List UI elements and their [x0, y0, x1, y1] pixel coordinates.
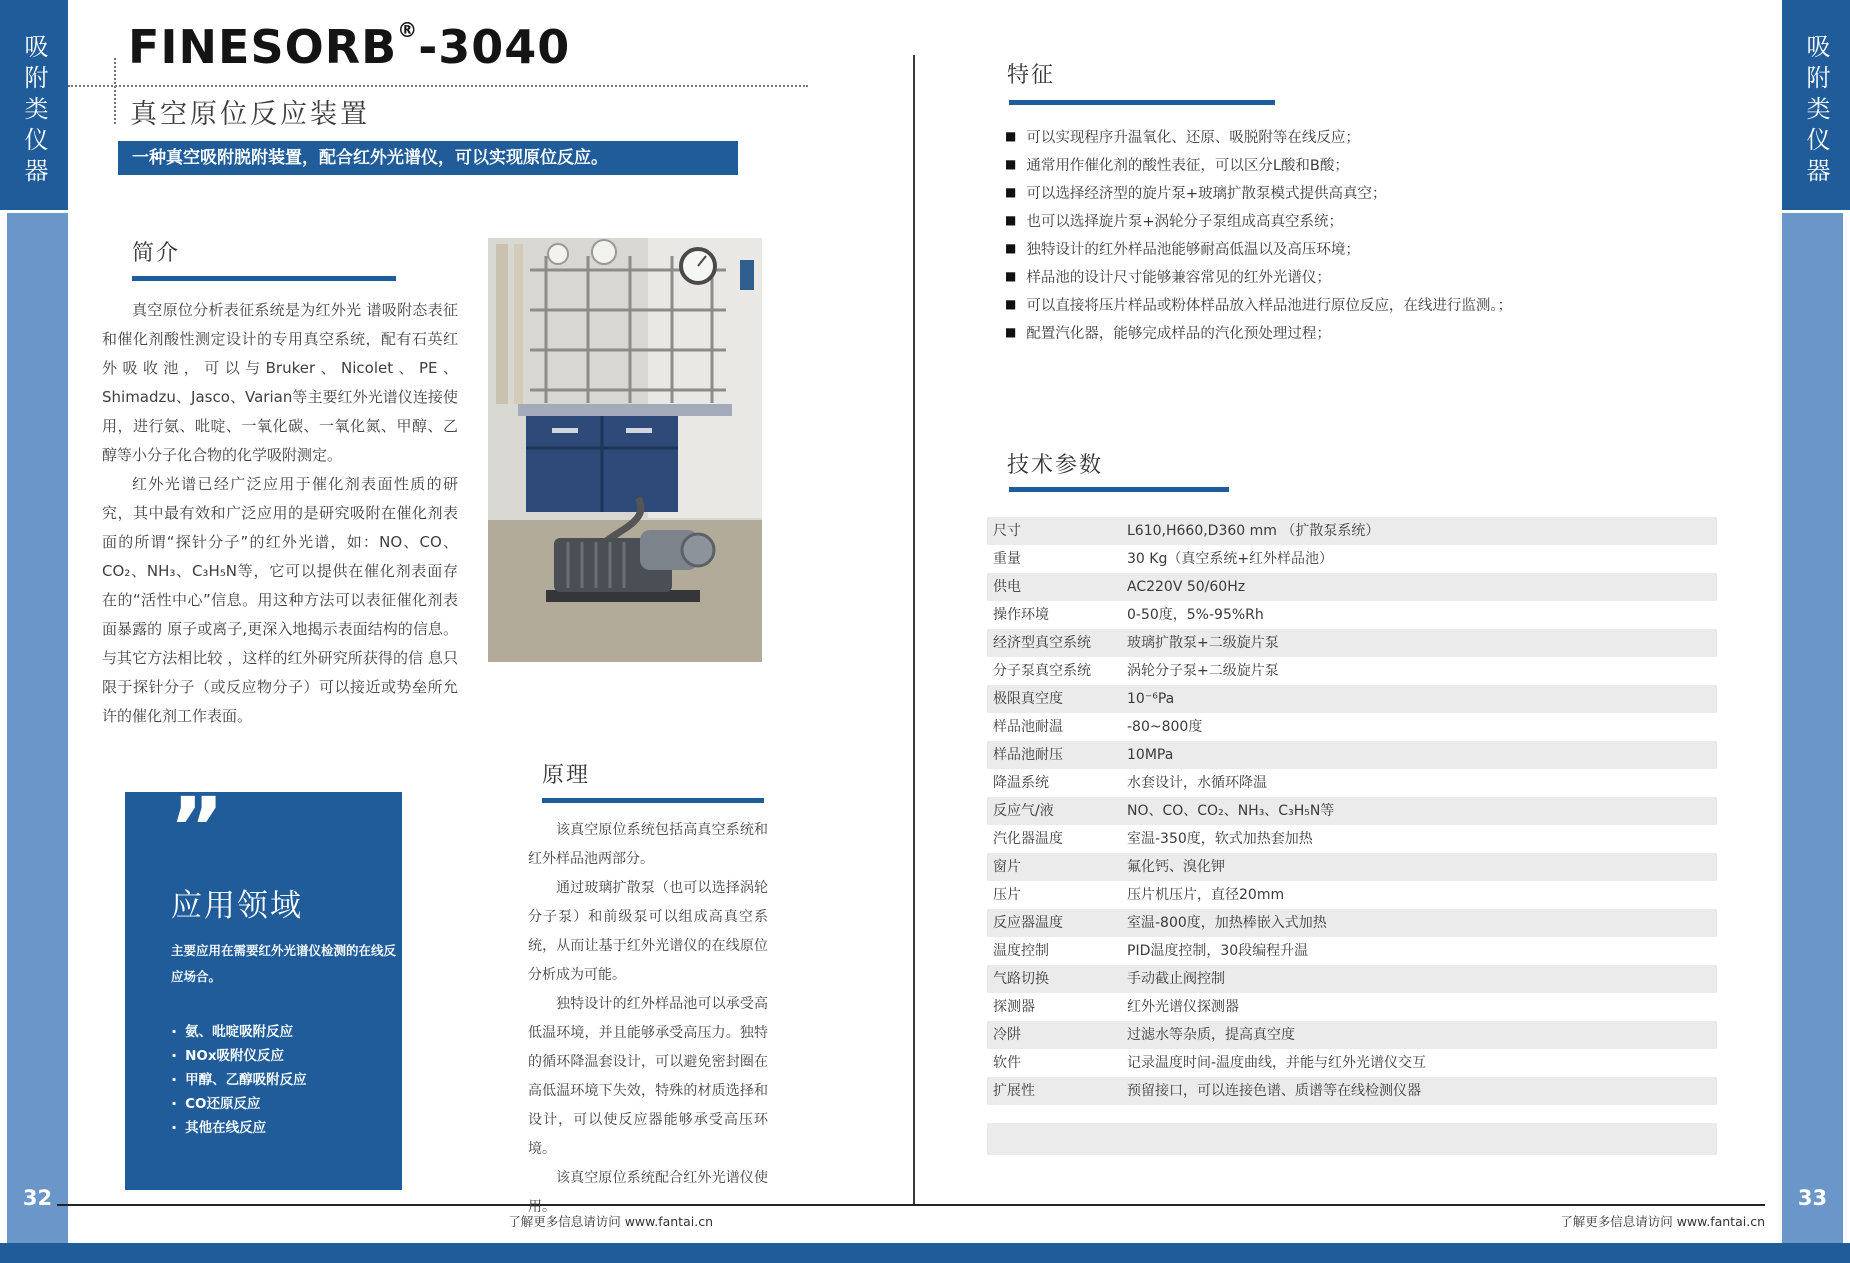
param-label: 扩展性	[993, 1083, 1035, 1099]
param-row	[987, 881, 1717, 909]
dot-bullet-icon: ·	[171, 1022, 178, 1041]
param-value: -80~800度	[1127, 719, 1203, 735]
right-sidebar-category-label: 吸附类仪器	[1802, 34, 1830, 189]
principle-paragraph: 独特设计的红外样品池可以承受高低温环境，并且能够承受高压力。独特的循环降温套设计，可以避免密封圈在高低温环境下失效，特殊的材质选择和设计，可以使反应器能够承受高压环境。	[528, 996, 768, 1157]
application-item	[171, 1020, 307, 1044]
param-row	[987, 769, 1717, 797]
bottom-color-bar	[0, 1243, 1850, 1263]
param-row	[987, 545, 1717, 573]
right-footer-text: 了解更多信息请访问 www.fantai.cn	[1560, 1214, 1765, 1229]
param-row	[987, 1077, 1717, 1105]
param-label: 压片	[993, 887, 1021, 903]
bullet-square-icon: ■	[1005, 129, 1017, 143]
intro-section-heading: 简介	[132, 241, 181, 266]
param-value: 氟化钙、溴化钾	[1127, 859, 1225, 875]
product-subtitle: 真空原位反应装置	[130, 99, 370, 130]
principle-paragraph: 通过玻璃扩散泵（也可以选择涡轮分子泵）和前级泵可以组成高真空系统，从而让基于红外光谱仪的在线原位分析成为可能。	[528, 880, 768, 983]
left-sidebar-category-label: 吸附类仪器	[20, 34, 48, 189]
param-empty-row	[987, 1123, 1717, 1155]
param-value: 0-50度，5%-95%Rh	[1127, 607, 1264, 623]
param-value: 手动截止阀控制	[1127, 971, 1225, 987]
param-value: 涡轮分子泵+二级旋片泵	[1127, 663, 1279, 679]
left-footer-text: 了解更多信息请访问 www.fantai.cn	[508, 1214, 713, 1229]
principle-paragraph: 该真空原位系统包括高真空系统和红外样品池两部分。	[528, 822, 768, 867]
param-row	[987, 657, 1717, 685]
principle-text-block	[528, 816, 768, 1222]
feature-text: 样品池的设计尺寸能够兼容常见的红外光谱仪；	[1026, 269, 1331, 286]
param-label: 气路切换	[993, 971, 1049, 987]
param-value: 压片机压片，直径20mm	[1127, 887, 1285, 903]
dot-bullet-icon: ·	[171, 1118, 178, 1137]
bullet-square-icon: ■	[1005, 269, 1017, 283]
param-label: 软件	[993, 1055, 1021, 1071]
param-label: 分子泵真空系统	[993, 663, 1091, 679]
left-sidebar-strip	[7, 213, 68, 1243]
param-value: 记录温度时间-温度曲线，并能与红外光谱仪交互	[1127, 1055, 1427, 1071]
application-item	[171, 1068, 307, 1092]
feature-text: 配置汽化器，能够完成样品的汽化预处理过程；	[1026, 325, 1331, 342]
param-label: 窗片	[993, 859, 1021, 875]
feature-item	[1005, 122, 1512, 150]
principle-paragraph: 该真空原位系统配合红外光谱仪使用。	[528, 1170, 768, 1215]
registered-trademark-icon: ®	[397, 18, 419, 42]
applications-heading: 应用领域	[171, 888, 303, 924]
param-value: 30 Kg（真空系统+红外样品池）	[1127, 551, 1334, 567]
product-title-main: FINESORB	[128, 20, 398, 74]
parameters-heading-rule	[1009, 487, 1229, 492]
applications-list	[171, 1020, 307, 1140]
param-label: 汽化器温度	[993, 831, 1063, 847]
features-list	[1005, 122, 1512, 346]
param-row	[987, 573, 1717, 601]
param-row	[987, 825, 1717, 853]
application-text: 氨、吡啶吸附反应	[185, 1024, 294, 1040]
param-value: 10MPa	[1127, 747, 1174, 763]
feature-item	[1005, 234, 1512, 262]
param-value: 过滤水等杂质，提高真空度	[1127, 1027, 1295, 1043]
param-row	[987, 853, 1717, 881]
param-value: 红外光谱仪探测器	[1127, 999, 1239, 1015]
application-text: 甲醇、乙醇吸附反应	[185, 1072, 307, 1088]
page-divider-line	[913, 55, 915, 1205]
feature-text: 可以选择经济型的旋片泵+玻璃扩散泵模式提供高真空；	[1026, 185, 1387, 202]
applications-description: 主要应用在需要红外光谱仪检测的在线反应场合。	[171, 943, 397, 984]
feature-text: 可以直接将压片样品或粉体样品放入样品池进行原位反应，在线进行监测。；	[1026, 297, 1513, 314]
feature-item	[1005, 206, 1512, 234]
right-sidebar-category-block	[1782, 0, 1850, 210]
intro-text-block	[102, 296, 458, 731]
product-title	[128, 18, 570, 74]
intro-heading-rule	[132, 276, 396, 281]
quote-icon: ”	[169, 779, 225, 877]
principle-heading-rule	[542, 798, 764, 803]
param-label: 重量	[993, 551, 1021, 567]
param-value: 水套设计，水循环降温	[1127, 775, 1267, 791]
feature-text: 也可以选择旋片泵+涡轮分子泵组成高真空系统；	[1026, 213, 1343, 230]
feature-text: 独特设计的红外样品池能够耐高低温以及高压环境；	[1026, 241, 1360, 258]
param-row	[987, 601, 1717, 629]
application-item	[171, 1044, 307, 1068]
feature-text: 可以实现程序升温氧化、还原、吸脱附等在线反应；	[1026, 129, 1360, 146]
application-text: NOx吸附仪反应	[185, 1048, 285, 1064]
param-row	[987, 993, 1717, 1021]
tagline-banner: 一种真空吸附脱附装置，配合红外光谱仪，可以实现原位反应。	[118, 141, 738, 175]
feature-item	[1005, 262, 1512, 290]
intro-paragraph: 红外光谱已经广泛应用于催化剂表面性质的研究，其中最有效和广泛应用的是研究吸附在催化剂表面的所谓“探针分子”的红外光谱，如：NO、CO、CO₂、NH₃、C₃H₅N等，它可以提供在催化剂表面存在的“活性中心”信息。用这种方法可以表征催化剂表面暴露的 原子或离子,更深入地揭示表面结构的信息。与其它方法相比较 ，这样的红外研究所获得的信 息只限于探针分子（或反应物分子）可以接近或势垒所允许的催化剂工作表面。	[102, 475, 458, 725]
parameters-table	[987, 517, 1717, 1155]
left-sidebar-category-block	[0, 0, 68, 210]
param-label: 探测器	[993, 999, 1035, 1015]
param-row	[987, 1021, 1717, 1049]
param-value: 预留接口，可以连接色谱、质谱等在线检测仪器	[1127, 1083, 1421, 1099]
param-row	[987, 1049, 1717, 1077]
param-row	[987, 629, 1717, 657]
bullet-square-icon: ■	[1005, 157, 1017, 171]
right-sidebar-strip	[1782, 213, 1843, 1243]
param-label: 样品池耐温	[993, 719, 1063, 735]
bullet-square-icon: ■	[1005, 213, 1017, 227]
param-row	[987, 741, 1717, 769]
application-item	[171, 1116, 307, 1140]
bullet-square-icon: ■	[1005, 297, 1017, 311]
param-row	[987, 797, 1717, 825]
application-text: CO还原反应	[185, 1096, 261, 1112]
param-label: 经济型真空系统	[993, 635, 1091, 651]
param-value: 室温-350度，软式加热套加热	[1127, 831, 1313, 847]
dot-bullet-icon: ·	[171, 1070, 178, 1089]
param-value: 10⁻⁶Pa	[1127, 691, 1175, 707]
param-value: NO、CO、CO₂、NH₃、C₃H₅N等	[1127, 803, 1335, 819]
product-photo	[488, 238, 762, 662]
footer-rule	[57, 1204, 1765, 1206]
applications-box	[125, 779, 402, 1190]
param-value: 玻璃扩散泵+二级旋片泵	[1127, 635, 1279, 651]
param-row	[987, 965, 1717, 993]
feature-text: 通常用作催化剂的酸性表征，可以区分L酸和B酸；	[1026, 157, 1349, 174]
dot-bullet-icon: ·	[171, 1046, 178, 1065]
intro-paragraph: 真空原位分析表征系统是为红外光 谱吸附态表征和催化剂酸性测定设计的专用真空系统，配有石英红外吸收池，可以与Bruker、Nicolet、PE、Shimadzu、Jasco、Varian等主要红外光谱仪连接使用，进行氨、吡啶、一氧化碳、一氧化氮、甲醇、乙醇等小分子化合物的化学吸附测定。	[102, 301, 458, 464]
left-page-number: 32	[22, 1186, 53, 1210]
param-label: 供电	[993, 579, 1021, 595]
feature-item	[1005, 150, 1512, 178]
feature-item	[1005, 290, 1512, 318]
param-row	[987, 713, 1717, 741]
product-title-model: -3040	[418, 20, 571, 74]
param-label: 冷阱	[993, 1027, 1021, 1043]
param-label: 反应器温度	[993, 915, 1063, 931]
dot-bullet-icon: ·	[171, 1094, 178, 1113]
application-item	[171, 1092, 307, 1116]
param-value: 室温-800度，加热棒嵌入式加热	[1127, 915, 1327, 931]
feature-item	[1005, 178, 1512, 206]
header-dotted-rule	[68, 85, 808, 87]
param-value: PID温度控制，30段编程升温	[1127, 943, 1309, 959]
param-row	[987, 909, 1717, 937]
param-label: 样品池耐压	[993, 747, 1063, 763]
param-label: 反应气/液	[993, 803, 1054, 819]
param-label: 尺寸	[993, 523, 1021, 539]
features-section-heading: 特征	[1007, 63, 1056, 88]
param-label: 操作环境	[993, 607, 1049, 623]
bullet-square-icon: ■	[1005, 185, 1017, 199]
param-row	[987, 937, 1717, 965]
right-page-number: 33	[1797, 1186, 1828, 1210]
product-photo-illustration	[488, 238, 762, 662]
param-label: 极限真空度	[993, 691, 1063, 707]
features-heading-rule	[1009, 100, 1275, 105]
principle-section-heading: 原理	[542, 763, 591, 788]
bullet-square-icon: ■	[1005, 325, 1017, 339]
title-dotted-rule	[114, 58, 116, 124]
param-label: 温度控制	[993, 943, 1049, 959]
application-text: 其他在线反应	[185, 1120, 267, 1136]
param-row	[987, 517, 1717, 545]
param-label: 降温系统	[993, 775, 1049, 791]
param-row	[987, 685, 1717, 713]
param-value: L610,H660,D360 mm （扩散泵系统）	[1127, 523, 1380, 539]
param-value: AC220V 50/60Hz	[1127, 579, 1246, 595]
bullet-square-icon: ■	[1005, 241, 1017, 255]
parameters-section-heading: 技术参数	[1007, 453, 1104, 478]
feature-item	[1005, 318, 1512, 346]
